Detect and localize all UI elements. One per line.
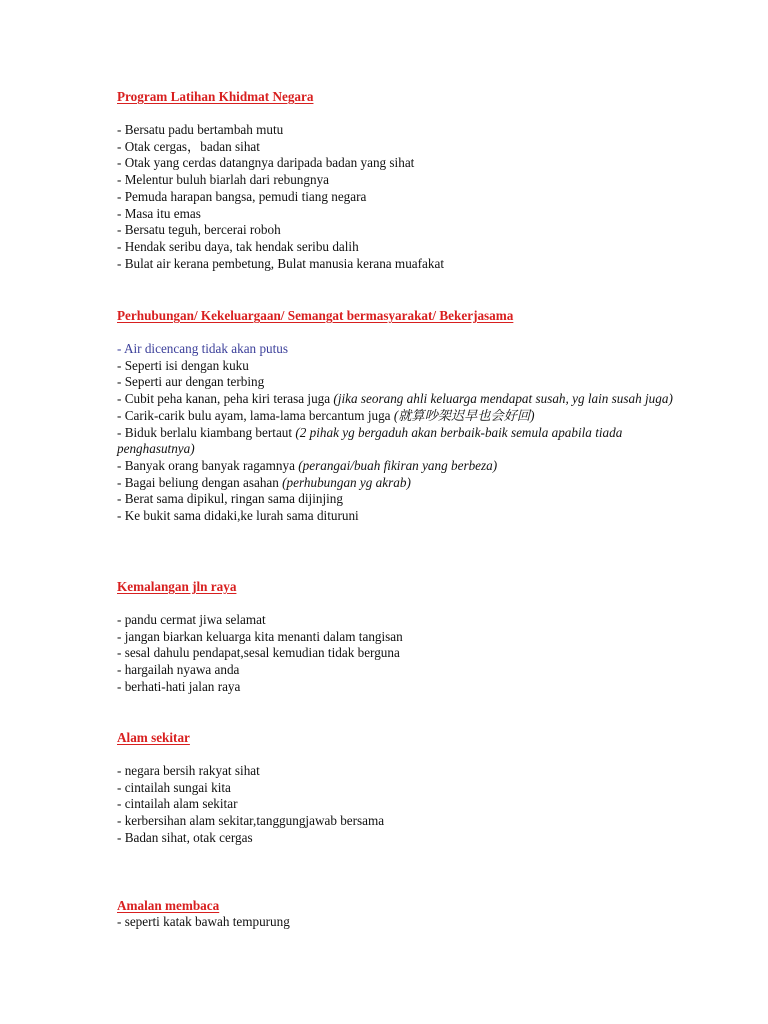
- section-heading-perhubungan: Perhubungan/ Kekeluargaan/ Semangat bermasyarakat/ Bekerjasama: [117, 308, 514, 323]
- list-item: - Badan sihat, otak cergas: [117, 829, 253, 845]
- list-item: - berhati-hati jalan raya: [117, 678, 241, 694]
- list-item: - hargailah nyawa anda: [117, 662, 240, 678]
- section-heading-amalan-membaca: Amalan membaca: [117, 898, 220, 913]
- list-item: - Bulat air kerana pembetung, Bulat manusia kerana muafakat: [117, 255, 444, 271]
- section-list-kemalangan: [117, 612, 677, 696]
- list-item: - Hendak seribu daya, tak hendak seribu dalih: [117, 238, 359, 254]
- list-item: - seperti katak bawah tempurung: [117, 914, 290, 929]
- list-item: [117, 425, 677, 458]
- list-item: [117, 408, 677, 425]
- list-item: - pandu cermat jiwa selamat: [117, 612, 266, 627]
- item-note: (就算吵架迟早也会好回): [393, 407, 535, 423]
- list-item: - Ke bukit sama didaki,ke lurah sama dituruni: [117, 508, 359, 524]
- list-item: - Bersatu padu bertambah mutu: [117, 122, 284, 137]
- item-note: (perangai/buah fikiran yang berbeza): [298, 457, 498, 473]
- list-item: [117, 475, 677, 492]
- section-heading-kemalangan: Kemalangan jln raya: [117, 579, 237, 594]
- list-item: [117, 458, 677, 475]
- list-item: - Berat sama dipikul, ringan sama dijinjing: [117, 491, 343, 507]
- list-item: - Masa itu emas: [117, 205, 201, 221]
- list-item: - Melentur buluh biarlah dari rebungnya: [117, 172, 330, 188]
- item-note: (jika seorang ahli keluarga mendapat susah, yg lain susah juga): [333, 391, 673, 407]
- section-heading-khidmat-negara: Program Latihan Khidmat Negara: [117, 89, 314, 104]
- list-item: - Otak yang cerdas datangnya daripada badan yang sihat: [117, 155, 415, 171]
- item-note: (2 pihak yg bergaduh akan berbaik-baik semula apabila tiada penghasutnya): [117, 424, 623, 457]
- item-text: - Biduk berlalu kiambang bertaut: [117, 424, 296, 440]
- list-item: - jangan biarkan keluarga kita menanti dalam tangisan: [117, 628, 403, 644]
- section-list-khidmat-negara: [117, 122, 677, 272]
- list-item: - sesal dahulu pendapat,sesal kemudian tidak berguna: [117, 645, 400, 661]
- list-item: - cintailah sungai kita: [117, 779, 231, 795]
- section-list-alam-sekitar: [117, 763, 677, 847]
- item-text: - Bagai beliung dengan asahan: [117, 474, 283, 490]
- list-item: - Seperti isi dengan kuku: [117, 357, 249, 373]
- list-item: [117, 391, 677, 408]
- section-list-perhubungan: [117, 341, 677, 525]
- list-item: - kerbersihan alam sekitar,tanggungjawab bersama: [117, 813, 385, 829]
- section-list-amalan-membaca: [117, 914, 677, 931]
- item-text: - Banyak orang banyak ragamnya: [117, 457, 299, 473]
- list-item: - cintailah alam sekitar: [117, 796, 238, 812]
- list-item: - Seperti aur dengan terbing: [117, 374, 265, 390]
- item-text: - Carik-carik bulu ayam, lama-lama bercantum juga: [117, 407, 394, 423]
- list-item: - Otak cergas，badan sihat: [117, 138, 260, 154]
- list-item: - Air dicencang tidak akan putus: [117, 341, 289, 356]
- item-note: (perhubungan yg akrab): [282, 474, 411, 490]
- list-item: - Bersatu teguh, bercerai roboh: [117, 222, 281, 238]
- list-item: - negara bersih rakyat sihat: [117, 763, 260, 778]
- list-item: - Pemuda harapan bangsa, pemudi tiang negara: [117, 188, 367, 204]
- section-heading-alam-sekitar: Alam sekitar: [117, 730, 190, 745]
- item-text: - Cubit peha kanan, peha kiri terasa juga: [117, 391, 334, 407]
